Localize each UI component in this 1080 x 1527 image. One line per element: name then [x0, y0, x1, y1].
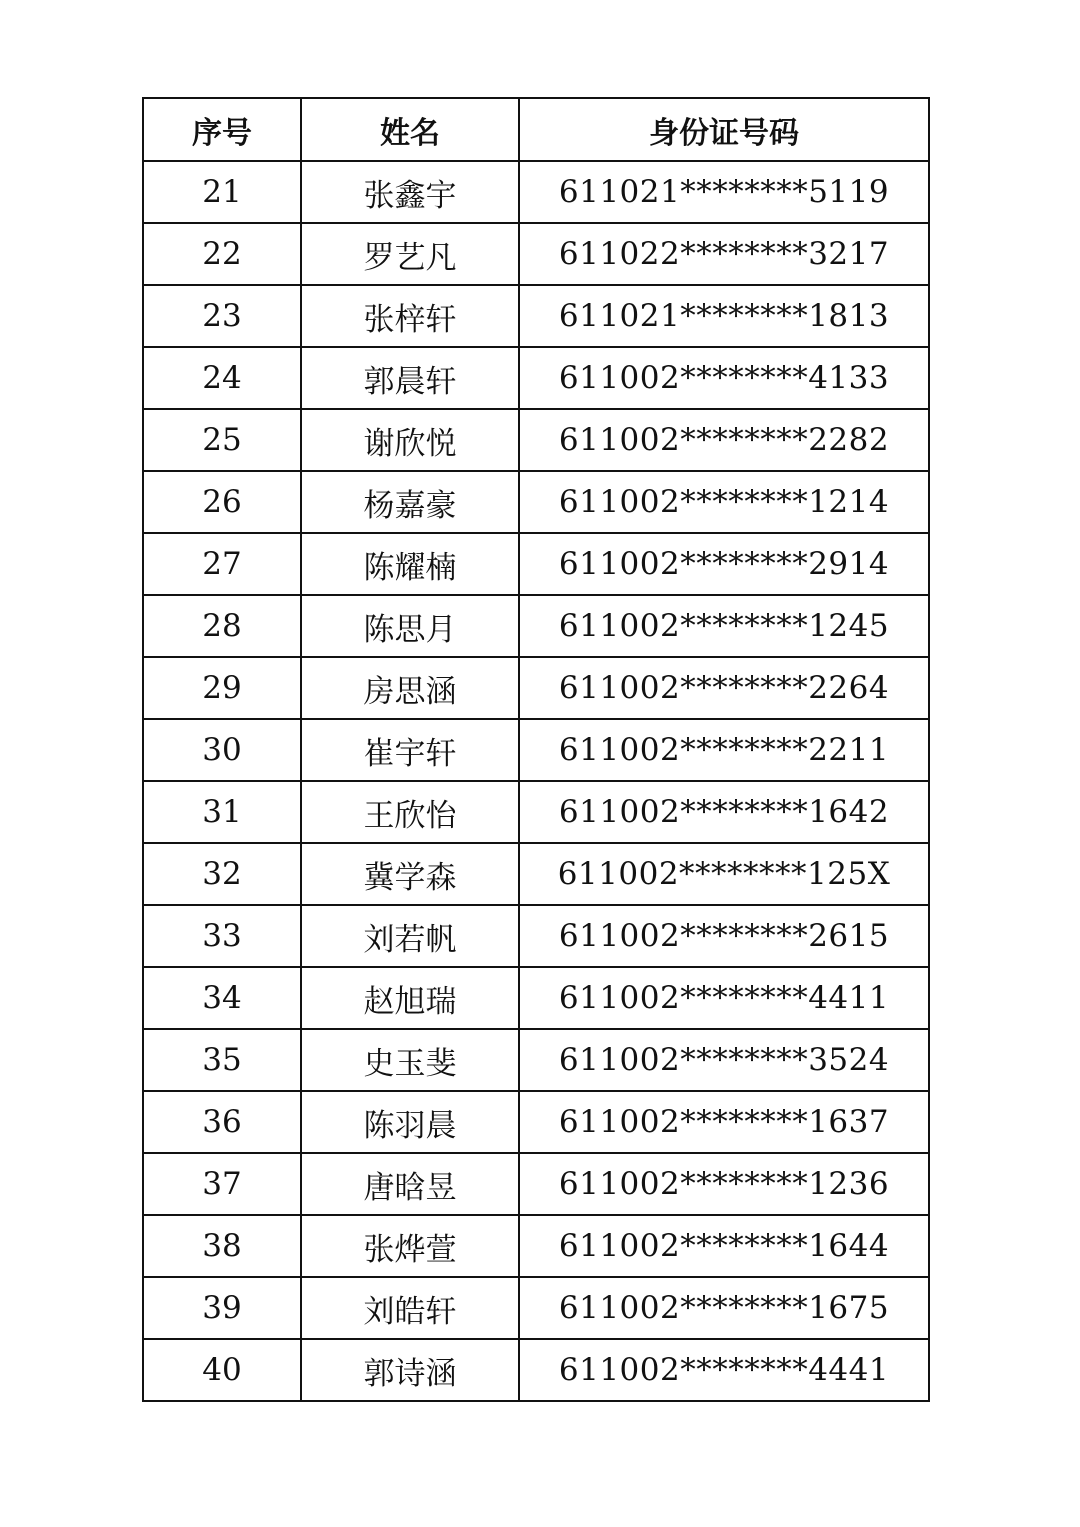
- table-row: [143, 409, 929, 471]
- header-id-number: 身份证号码: [519, 98, 929, 161]
- table-row: [143, 1091, 929, 1153]
- name-cell: 刘皓轩: [301, 1277, 519, 1339]
- name-cell: 陈耀楠: [301, 533, 519, 595]
- id-number-cell: 611002********1675: [519, 1277, 929, 1339]
- name-cell: 唐晗昱: [301, 1153, 519, 1215]
- name-cell: 张烨萱: [301, 1215, 519, 1277]
- id-number-cell: 611002********1245: [519, 595, 929, 657]
- name-cell: 谢欣悦: [301, 409, 519, 471]
- serial-number-cell: 36: [143, 1091, 301, 1153]
- serial-number-cell: 25: [143, 409, 301, 471]
- table-row: [143, 347, 929, 409]
- id-number-cell: 611002********1642: [519, 781, 929, 843]
- id-number-cell: 611002********2914: [519, 533, 929, 595]
- serial-number-cell: 31: [143, 781, 301, 843]
- table-row: [143, 1339, 929, 1401]
- serial-number-cell: 38: [143, 1215, 301, 1277]
- name-cell: 杨嘉豪: [301, 471, 519, 533]
- roster-table: [142, 97, 930, 1402]
- table-row: [143, 657, 929, 719]
- name-cell: 陈羽晨: [301, 1091, 519, 1153]
- table-row: [143, 161, 929, 223]
- table-row: [143, 781, 929, 843]
- table-row: [143, 285, 929, 347]
- table-row: [143, 1215, 929, 1277]
- id-number-cell: 611002********1637: [519, 1091, 929, 1153]
- id-number-cell: 611021********1813: [519, 285, 929, 347]
- table-row: [143, 1153, 929, 1215]
- serial-number-cell: 26: [143, 471, 301, 533]
- serial-number-cell: 29: [143, 657, 301, 719]
- id-number-cell: 611002********4441: [519, 1339, 929, 1401]
- id-number-cell: 611002********125X: [519, 843, 929, 905]
- serial-number-cell: 24: [143, 347, 301, 409]
- name-cell: 张鑫宇: [301, 161, 519, 223]
- table-row: [143, 471, 929, 533]
- table-row: [143, 967, 929, 1029]
- serial-number-cell: 40: [143, 1339, 301, 1401]
- serial-number-cell: 28: [143, 595, 301, 657]
- header-name: 姓名: [301, 98, 519, 161]
- name-cell: 房思涵: [301, 657, 519, 719]
- name-cell: 史玉斐: [301, 1029, 519, 1091]
- roster-table-container: [142, 97, 928, 1402]
- table-row: [143, 595, 929, 657]
- serial-number-cell: 35: [143, 1029, 301, 1091]
- id-number-cell: 611002********2615: [519, 905, 929, 967]
- id-number-cell: 611002********4411: [519, 967, 929, 1029]
- id-number-cell: 611002********1644: [519, 1215, 929, 1277]
- name-cell: 赵旭瑞: [301, 967, 519, 1029]
- id-number-cell: 611021********5119: [519, 161, 929, 223]
- serial-number-cell: 39: [143, 1277, 301, 1339]
- serial-number-cell: 37: [143, 1153, 301, 1215]
- id-number-cell: 611002********1236: [519, 1153, 929, 1215]
- name-cell: 罗艺凡: [301, 223, 519, 285]
- header-serial-number: 序号: [143, 98, 301, 161]
- serial-number-cell: 22: [143, 223, 301, 285]
- table-row: [143, 1277, 929, 1339]
- header-row: [143, 98, 929, 161]
- table-row: [143, 223, 929, 285]
- name-cell: 崔宇轩: [301, 719, 519, 781]
- table-body: [143, 161, 929, 1401]
- name-cell: 王欣怡: [301, 781, 519, 843]
- name-cell: 郭诗涵: [301, 1339, 519, 1401]
- id-number-cell: 611002********3524: [519, 1029, 929, 1091]
- name-cell: 陈思月: [301, 595, 519, 657]
- id-number-cell: 611002********1214: [519, 471, 929, 533]
- table-row: [143, 905, 929, 967]
- name-cell: 刘若帆: [301, 905, 519, 967]
- id-number-cell: 611002********4133: [519, 347, 929, 409]
- name-cell: 张梓轩: [301, 285, 519, 347]
- serial-number-cell: 27: [143, 533, 301, 595]
- serial-number-cell: 33: [143, 905, 301, 967]
- id-number-cell: 611002********2282: [519, 409, 929, 471]
- name-cell: 冀学森: [301, 843, 519, 905]
- id-number-cell: 611022********3217: [519, 223, 929, 285]
- serial-number-cell: 23: [143, 285, 301, 347]
- table-row: [143, 719, 929, 781]
- name-cell: 郭晨轩: [301, 347, 519, 409]
- serial-number-cell: 30: [143, 719, 301, 781]
- table-row: [143, 533, 929, 595]
- table-row: [143, 1029, 929, 1091]
- table-row: [143, 843, 929, 905]
- id-number-cell: 611002********2264: [519, 657, 929, 719]
- id-number-cell: 611002********2211: [519, 719, 929, 781]
- serial-number-cell: 21: [143, 161, 301, 223]
- serial-number-cell: 34: [143, 967, 301, 1029]
- table-header: [143, 98, 929, 161]
- serial-number-cell: 32: [143, 843, 301, 905]
